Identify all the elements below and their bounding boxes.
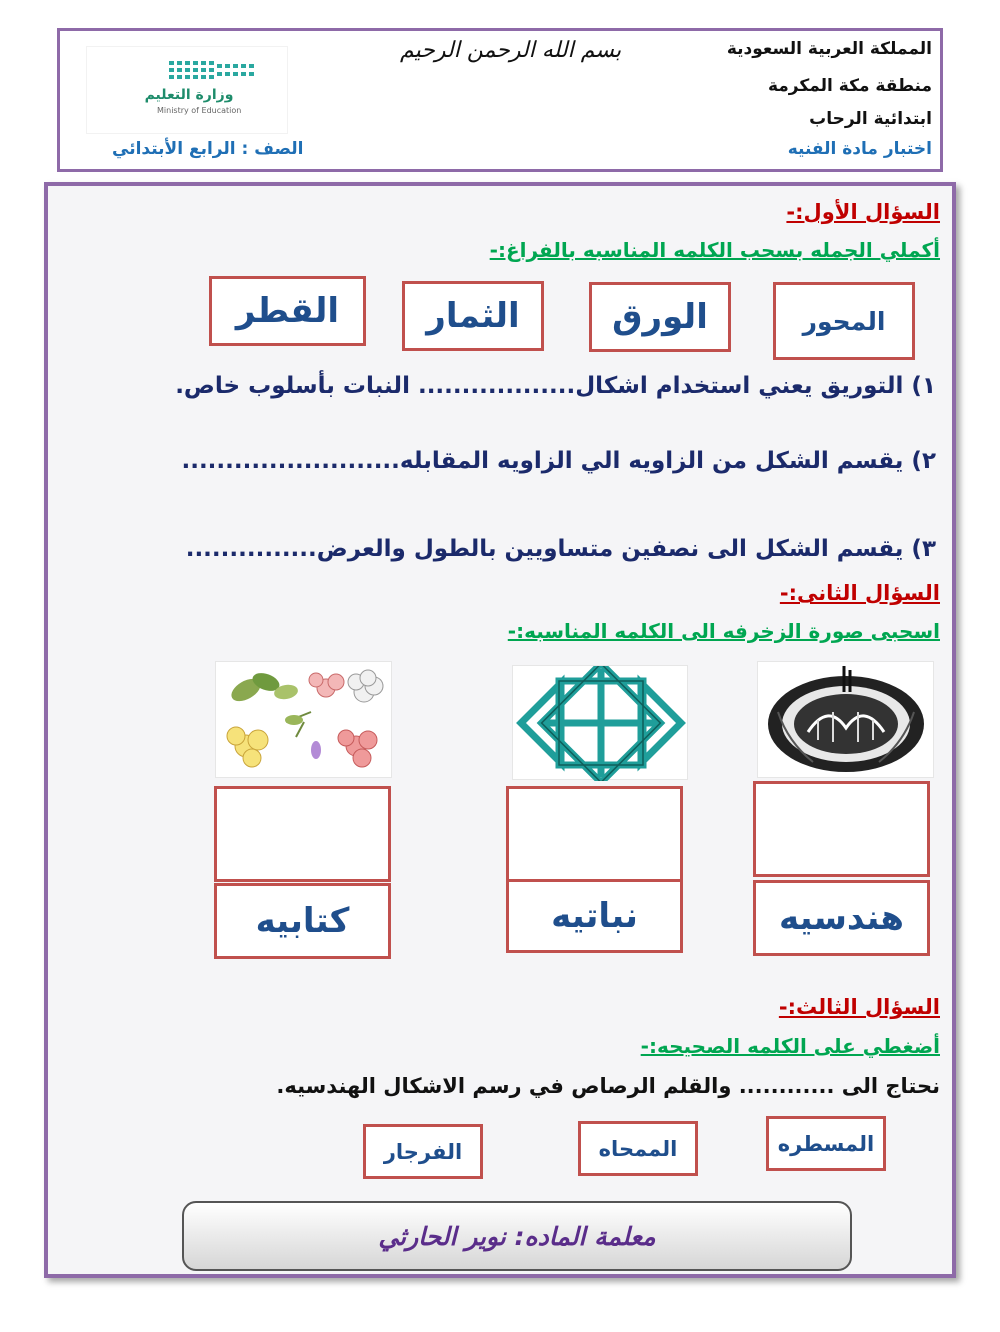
q3-title: السؤال الثالث:-	[778, 995, 940, 1019]
header-region: منطقة مكة المكرمة	[767, 76, 932, 96]
word-option-axis[interactable]: المحور	[773, 282, 915, 360]
floral-image[interactable]	[215, 661, 392, 778]
option-eraser[interactable]: الممحاه	[578, 1121, 698, 1176]
ministry-logo-graphic	[87, 47, 287, 133]
header-grade: الصف : الرابع الأبتدائي	[112, 139, 304, 159]
logo-arabic-text: وزارة التعليم	[144, 87, 234, 103]
drop-zone-calligraphy[interactable]	[214, 786, 391, 882]
q1-sentence-3[interactable]: ٣) يقسم الشكل الى نصفين متساويين بالطول والعرض...............	[185, 536, 936, 562]
q1-sentence-1[interactable]: ١) التوريق يعني استخدام اشكال.................. النبات بأسلوب خاص.	[175, 373, 936, 399]
geometric-pattern-drawing	[513, 666, 689, 781]
geometric-pattern-image[interactable]	[512, 665, 688, 780]
q2-instruction: اسحبى صورة الزخرفه الى الكلمه المناسبه:-	[507, 619, 940, 643]
option-compass[interactable]: الفرجار	[363, 1124, 483, 1179]
word-option-diameter[interactable]: القطر	[209, 276, 366, 346]
drop-zone-geometric[interactable]	[753, 781, 930, 877]
label-floral: نباتيه	[506, 879, 683, 953]
drop-zone-floral[interactable]	[506, 786, 683, 882]
q2-title: السؤال الثانى:-	[779, 581, 940, 605]
teacher-footer	[182, 1201, 852, 1271]
calligraphy-drawing	[758, 662, 935, 779]
label-calligraphy: كتابيه	[214, 883, 391, 959]
header-kingdom: المملكة العربية السعودية	[726, 39, 932, 59]
teacher-name: معلمة الماده: نوير الحارثي	[378, 1221, 656, 1251]
word-option-fruits[interactable]: الثمار	[402, 281, 544, 351]
basmala: بسم الله الرحمن الرحيم	[400, 38, 622, 63]
q1-instruction: أكملي الجمله بسحب الكلمه المناسبه بالفراغ:-	[489, 238, 940, 262]
header-school: ابتدائية الرحاب	[809, 109, 932, 129]
q3-instruction: أضغطي على الكلمه الصحيحه:-	[640, 1034, 940, 1058]
ministry-logo	[86, 46, 288, 134]
calligraphy-image[interactable]	[757, 661, 934, 778]
q3-sentence: نحتاج الى ............ والقلم الرصاص في رسم الاشكال الهندسيه.	[276, 1074, 940, 1098]
q1-sentence-2[interactable]: ٢) يقسم الشكل من الزاويه الي الزاويه المقابله.........................	[181, 448, 936, 474]
header-exam-title: اختبار مادة الفنيه	[787, 139, 932, 159]
word-option-paper[interactable]: الورق	[589, 282, 731, 352]
logo-english-text: Ministry of Education	[157, 106, 242, 115]
option-ruler[interactable]: المسطره	[766, 1116, 886, 1171]
q1-title: السؤال الأول:-	[786, 200, 940, 224]
label-geometric: هندسيه	[753, 880, 930, 956]
floral-drawing	[216, 662, 393, 779]
